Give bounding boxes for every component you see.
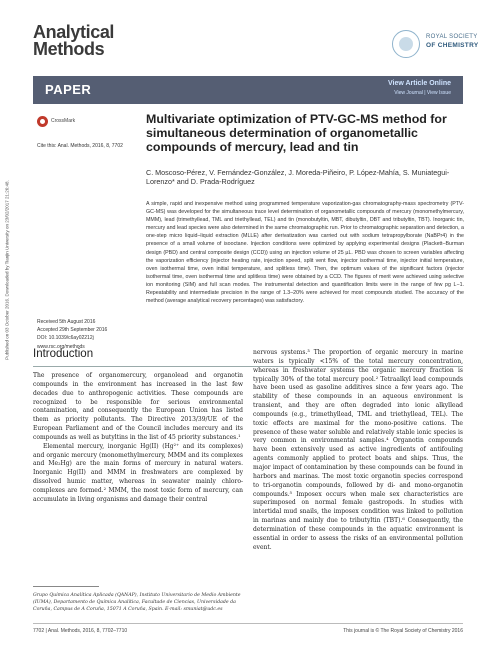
journal-title-line2: Methods bbox=[33, 39, 105, 59]
view-article-online-link[interactable]: View Article Online bbox=[387, 80, 451, 87]
affiliation-divider bbox=[33, 586, 99, 587]
journal-issue-links[interactable]: View Journal | View Issue bbox=[394, 90, 451, 96]
section-heading-introduction: Introduction bbox=[33, 348, 94, 360]
article-title: Multivariate optimization of PTV-GC-MS method for simultaneous determination of organometallic compounds of mercury, lead and tin bbox=[146, 112, 447, 154]
affiliation: Grupo Química Analítica Aplicada (QANAP), Instituto Universitario de Medio Ambiente (IUMA), Departamento de Química Analítica, Facultade de Ciencias, Universidade da Coruña, Campus de A Coruña, 15071 A Coruña, Spain. E-mail: smuniat@udc.es bbox=[33, 593, 241, 612]
abstract: A simple, rapid and inexpensive method using programmed temperature vaporization-gas chromatography-mass spectrometry (PTV-GC-MS) was developed for the simultaneous trace level determination of organometallic compounds of mercury (monomethylmercury, MMM), lead (trimethyllead, TML and triethyllead, TEL) and tin (monobutyltin, MBT, dibutyltin, DBT and tributyltin, TBT). Inorganic tin, mercury and lead species were also determined in the same chromatographic run. Prior to chromatographic separation and detection, a one-step micro liquid–liquid extraction (MLLE) after derivatization was carried out with sodium tetrapropylborate (NaBPr4) in the presence of a small volume of isooctane. Injection conditions were optimized by applying experimental designs (Plackett–Burman design (PBD) and central composite design (CCD)) using an injection volume of 25 µL. PBD was chosen to screen variables affecting the vaporization efficiency (injector heating rate, injection speed, split vent flow, injector isothermal time, injector initial temperature, oven isothermal time, oven initial temperature, and splitless time). Then, the optimum values of the significant factors (injector isothermal time, oven isothermal time and splitless time) were obtained by a CCD. The figures of merit were achieved using selective ion monitoring (SIM) and full scan modes. The instrumental detection and quantification limits were in the range of few pg L−1. Repeatability and intermediate precision in the range of 1.3–20% were achieved for most compounds studied. The accuracy of the method (average analytical recovery percentages) was satisfactory. bbox=[146, 201, 464, 305]
received-date: Received 5th August 2016 bbox=[37, 319, 96, 325]
intro-right-column bbox=[253, 349, 463, 583]
citation: Cite this: Anal. Methods, 2016, 8, 7702 bbox=[37, 143, 123, 149]
intro-paragraph: nervous systems.³ The proportion of organic mercury in marine waters is typically <15% of the total mercury concentration, whereas in freshwater systems the organic mercury fraction is typically 30% of the total mercury pool.² Tetraalkyl lead compounds have been used as gasoline additives since a few years ago. The stability of these compounds in an aqueous environment is transient, and they are often degraded into ionic alkyllead compounds (e.g., trimethyllead, TML and triethyllead, TEL). The toxic effects are maximal for the mono-positive cations. The presence of these water soluble and relatively stable ionic species is very common in environmental samples.⁴ Organotin compounds have been extensively used as active ingredients of antifouling agents commonly applied to protect boats and ships. Thus, the major impact of contamination by these compounds can be found in harbors and marinas. The most toxic organotin species correspond to tri-organotin compounds, followed by di- and mono-organotin compounds.⁵ Imposex occurs when male sex characteristics are superimposed on normal female gastropods. In studies with intertidal mud snails, the imposex condition was linked to pollution in marinas and mainly due to tributyltin (TBT).⁶ Consequently, the determination of these compounds in the aquatic environment is essential in order to assess the risks of an environmental pollution event. bbox=[253, 349, 463, 551]
publisher-line1: ROYAL SOCIETY bbox=[426, 34, 478, 40]
publisher-line2: OF CHEMISTRY bbox=[426, 42, 479, 49]
article-type-banner bbox=[33, 76, 463, 104]
article-meta bbox=[37, 318, 107, 351]
publication-sidebar bbox=[2, 155, 12, 385]
rsc-emblem-icon bbox=[392, 30, 420, 58]
crossmark-icon bbox=[37, 116, 48, 127]
doi[interactable]: DOI: 10.1039/c6ay02212j bbox=[37, 335, 94, 342]
intro-paragraph: Elemental mercury, inorganic Hg(II) (Hg²⁺ and its complexes) and organic mercury (monomethylmercury, MMM and its complexes and Me₂Hg) are the main forms of mercury in natural waters. Inorganic Hg(II) and MMM in freshwaters are complexed by dissolved humic matter, whereas in seawater mainly chloro-complexes are formed.² MMM, the most toxic form of mercury, can accumulate in living organisms and damage their central bbox=[33, 442, 243, 503]
publication-sidebar-text: Published on 03 October 2016. Downloaded by Tianjin University on 23/02/2017 21:26:48. bbox=[4, 180, 10, 360]
rsc-logo[interactable] bbox=[392, 30, 479, 70]
footer-divider bbox=[33, 623, 463, 624]
intro-paragraph: The presence of organomercury, organolead and organotin compounds in the environment has increased in the last few decades due to anthropogenic activities. These compounds are recognized to be responsible for serious environmental contamination, and consequently the European Union has listed them as priority pollutants. The Directive 2013/39/UE of the European Parliament and of the Council includes mercury and its compounds as well as butyltins in the list of 45 priority substances.¹ bbox=[33, 372, 243, 441]
author-list: C. Moscoso-Pérez, V. Fernández-González, J. Moreda-Piñeiro, P. López-Mahía, S. Muniategui-Lorenzo* and D. Prada-Rodríguez bbox=[146, 168, 450, 187]
crossmark-label: CrossMark bbox=[51, 118, 76, 124]
footer-copyright: This journal is © The Royal Society of Chemistry 2016 bbox=[343, 628, 463, 634]
footer-page-citation: 7702 | Anal. Methods, 2016, 8, 7702–7710 bbox=[33, 628, 128, 634]
intro-left-column bbox=[33, 372, 243, 532]
journal-title-line1: Analytical bbox=[33, 22, 115, 42]
crossmark-badge[interactable] bbox=[37, 115, 75, 127]
accepted-date: Accepted 29th September 2016 bbox=[37, 327, 108, 334]
article-type: PAPER bbox=[45, 82, 92, 97]
journal-url[interactable]: www.rsc.org/methods bbox=[37, 343, 85, 350]
journal-title[interactable] bbox=[33, 24, 114, 58]
